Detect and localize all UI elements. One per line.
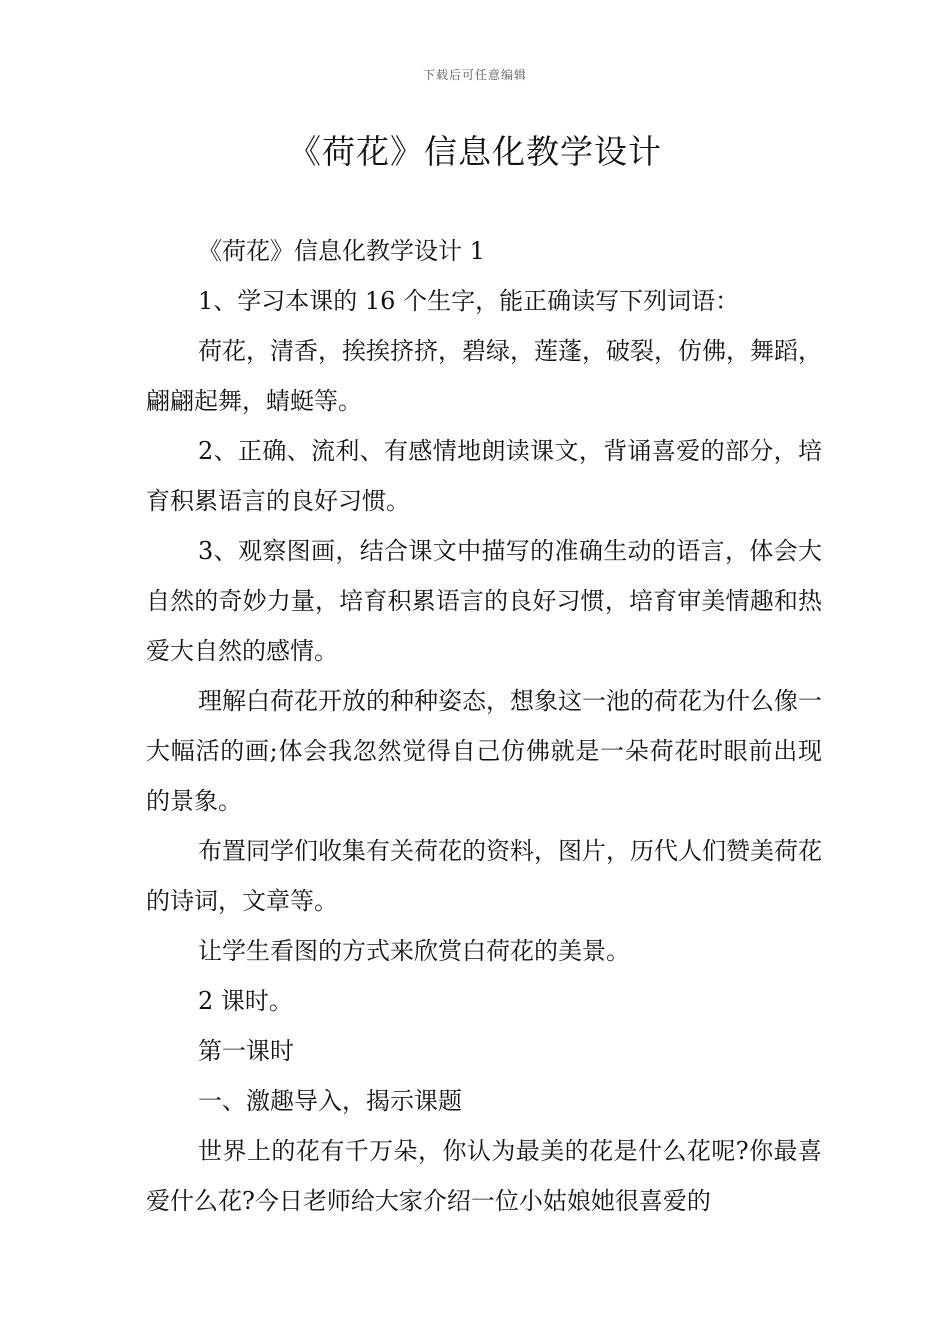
paragraph-goal-3: 3、观察图画，结合课文中描写的准确生动的语言，体会大自然的奇妙力量，培育积累语言的良好习惯，培育审美情趣和热爱大自然的感情。	[146, 537, 822, 665]
paragraph-subtitle: 《荷花》信息化教学设计 1	[198, 237, 485, 265]
paragraph-class-hours: 2 课时。	[198, 987, 293, 1015]
paragraph-goal-2: 2、正确、流利、有感情地朗读课文，背诵喜爱的部分，培育积累语言的良好习惯。	[146, 437, 822, 515]
paragraph-first-lesson: 第一课时	[198, 1037, 294, 1065]
paragraph-vocabulary: 荷花，清香，挨挨挤挤，碧绿，莲蓬，破裂，仿佛，舞蹈，翩翩起舞，蜻蜓等。	[146, 337, 822, 415]
paragraph-intro-text: 世界上的花有千万朵，你认为最美的花是什么花呢?你最喜爱什么花?今日老师给大家介绍一位小姑娘她很喜爱的	[146, 1137, 822, 1215]
paragraph-goal-1: 1、学习本课的 16 个生字，能正确读写下列词语：	[198, 287, 740, 315]
document-title: 《荷花》信息化教学设计	[288, 132, 662, 171]
paragraph-preparation: 布置同学们收集有关荷花的资料，图片，历代人们赞美荷花的诗词，文章等。	[146, 837, 822, 915]
paragraph-method: 让学生看图的方式来欣赏白荷花的美景。	[198, 937, 630, 965]
header-note: 下载后可任意编辑	[422, 68, 527, 82]
paragraph-key-points: 理解白荷花开放的种种姿态，想象这一池的荷花为什么像一大幅活的画;体会我忽然觉得自己仿佛就是一朵荷花时眼前出现的景象。	[146, 687, 822, 815]
document-body	[146, 226, 822, 1226]
paragraph-section-heading: 一、激趣导入，揭示课题	[198, 1087, 462, 1115]
